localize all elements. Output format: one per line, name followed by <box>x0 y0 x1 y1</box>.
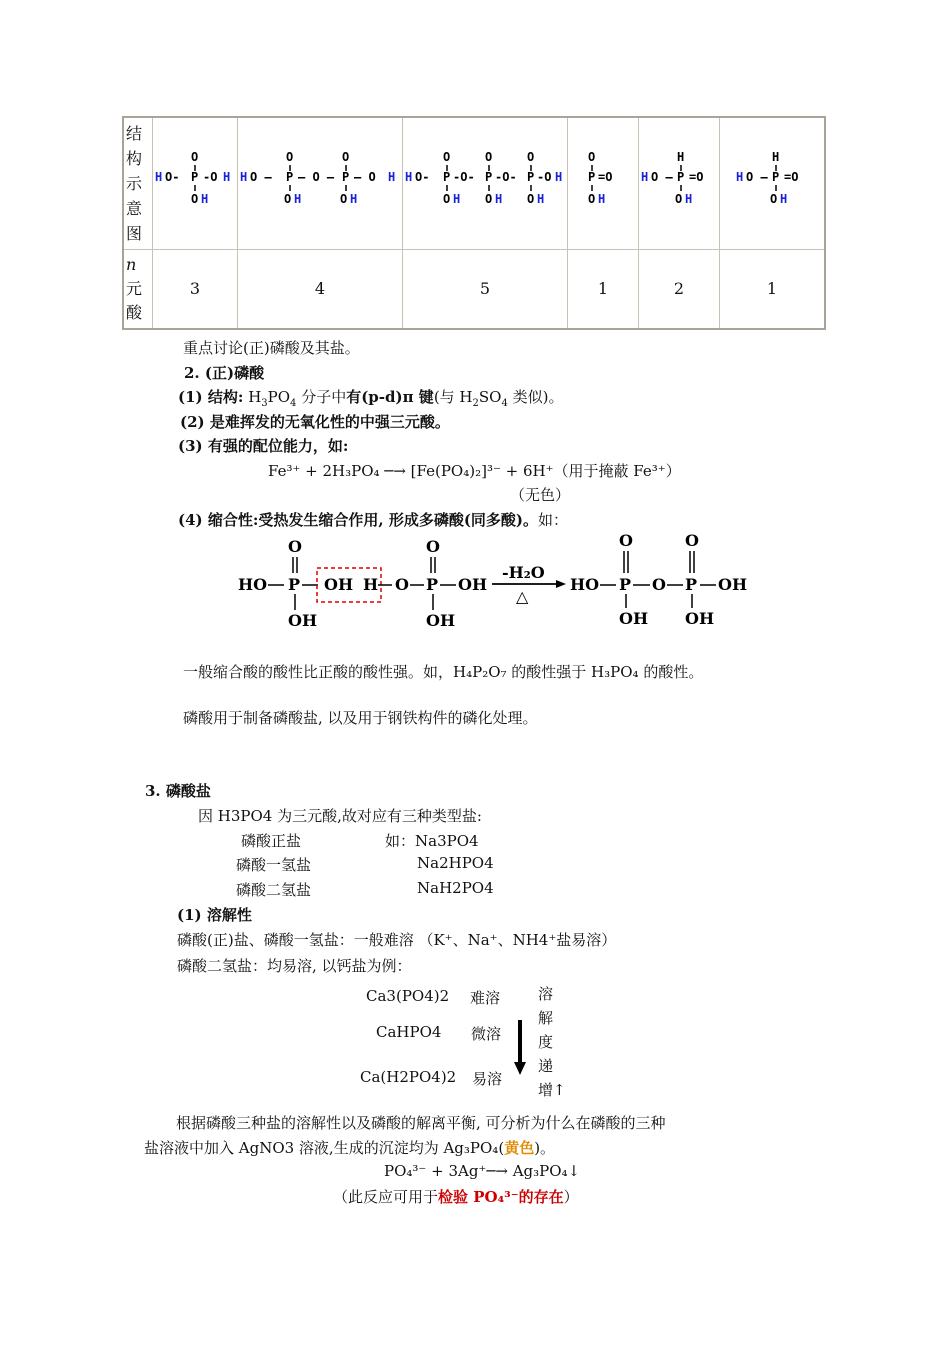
table-row-header-n-acid: n 元 酸 <box>123 249 153 329</box>
solubility-title: (1) 溶解性 <box>177 906 252 924</box>
structure-h5p3o10 <box>403 117 568 249</box>
svg-text:HO: HO <box>570 575 600 594</box>
point-2-acidity: (2) 是难挥发的无氧化性的中强三元酸。 <box>180 413 450 431</box>
svg-text:H: H <box>350 192 358 207</box>
svg-text:O: O <box>395 575 409 594</box>
svg-text:O —: O — <box>651 170 673 185</box>
svg-text:-O-: -O- <box>453 170 475 185</box>
precipitate-paragraph-line-2: 盐溶液中加入 AgNO3 溶液,生成的沉淀均为 Ag₃PO₄(黄色)。 <box>144 1139 556 1157</box>
svg-text:P: P <box>191 170 199 185</box>
svg-text:O: O <box>288 537 302 556</box>
section-3-intro: 因 H3PO4 为三元酸,故对应有三种类型盐: <box>198 807 482 825</box>
phosphate-test-note: （此反应可用于检验 PO₄³⁻的存在） <box>333 1188 579 1206</box>
svg-text:P: P <box>677 170 685 185</box>
structure-h3po4 <box>153 117 238 249</box>
calcium-salt-formula: CaHPO4 <box>376 1023 442 1041</box>
svg-text:H: H <box>294 192 302 207</box>
n-value-cell: 1 <box>720 249 826 329</box>
svg-text:OH: OH <box>324 575 354 594</box>
n-value-cell: 1 <box>568 249 639 329</box>
svg-text:H: H <box>453 192 461 207</box>
condensed-acid-strength-text: 一般缩合酸的酸性比正酸的酸性强。如，H₄P₂O₇ 的酸性强于 H₃PO₄ 的酸性。 <box>183 663 704 681</box>
svg-text:O: O <box>527 192 535 207</box>
svg-text:H: H <box>363 575 379 594</box>
salt-type-example: 如：Na3PO4 <box>385 832 479 850</box>
structure-hpo3 <box>568 117 639 249</box>
solubility-line-2: 磷酸二氢盐：均易溶, 以钙盐为例： <box>177 957 412 975</box>
svg-text:OH: OH <box>288 611 318 630</box>
svg-text:H: H <box>772 150 780 165</box>
svg-text:O: O <box>426 537 440 556</box>
svg-text:OH: OH <box>685 609 715 628</box>
salt-type-example: Na2HPO4 <box>417 854 494 872</box>
solubility-trend-arrow <box>518 1020 522 1066</box>
n-value-cell: 3 <box>153 249 238 329</box>
acid-structure-table <box>122 116 826 330</box>
svg-text:O: O <box>340 192 348 207</box>
intro-text: 重点讨论(正)磷酸及其盐。 <box>183 339 360 357</box>
reaction-condition-top: -H₂O <box>502 563 545 582</box>
svg-text:OH: OH <box>458 575 488 594</box>
salt-type-name: 磷酸正盐 <box>241 832 302 850</box>
svg-text:O —: O — <box>250 170 272 185</box>
section-2-title: 2. (正)磷酸 <box>184 364 265 382</box>
svg-text:H: H <box>685 192 693 207</box>
svg-text:O: O <box>652 575 666 594</box>
n-value-cell: 5 <box>403 249 568 329</box>
svg-text:P: P <box>485 170 493 185</box>
solubility-line-1: 磷酸(正)盐、磷酸一氢盐：一般难溶 （K⁺、Na⁺、NH4⁺盐易溶） <box>177 931 617 949</box>
svg-text:P: P <box>342 170 350 185</box>
svg-text:OH: OH <box>619 609 649 628</box>
section-3-title: 3. 磷酸盐 <box>145 782 211 800</box>
svg-text:O: O <box>284 192 292 207</box>
svg-text:O: O <box>770 192 778 207</box>
svg-text:O: O <box>191 192 199 207</box>
arrow-down-icon <box>513 1062 527 1076</box>
salt-type-example: NaH2PO4 <box>417 879 494 897</box>
svg-text:H: H <box>677 150 685 165</box>
svg-text:O: O <box>443 150 451 165</box>
svg-text:O: O <box>443 192 451 207</box>
svg-text:H: H <box>641 170 649 185</box>
svg-text:-O: -O <box>203 170 218 185</box>
salt-type-name: 磷酸二氢盐 <box>236 881 312 899</box>
svg-text:P: P <box>619 575 632 594</box>
svg-text:P: P <box>288 575 301 594</box>
calcium-salt-solubility: 微溶 <box>471 1025 502 1043</box>
svg-text:P: P <box>426 575 439 594</box>
svg-text:O: O <box>286 150 294 165</box>
svg-text:— O —: — O — <box>298 170 335 185</box>
svg-text:O: O <box>191 150 199 165</box>
svg-text:O-: O- <box>415 170 430 185</box>
svg-text:O —: O — <box>746 170 768 185</box>
svg-text:P: P <box>527 170 535 185</box>
svg-text:H: H <box>495 192 503 207</box>
svg-text:P: P <box>286 170 294 185</box>
svg-text:H: H <box>780 192 788 207</box>
svg-text:H: H <box>388 170 396 185</box>
svg-text:H: H <box>240 170 248 185</box>
calcium-salt-formula: Ca3(PO4)2 <box>366 987 450 1005</box>
svg-text:O: O <box>485 150 493 165</box>
svg-text:P: P <box>685 575 698 594</box>
svg-text:O: O <box>527 150 535 165</box>
svg-text:P: P <box>588 170 596 185</box>
n-value-cell: 2 <box>639 249 720 329</box>
phosphoric-acid-use-text: 磷酸用于制备磷酸盐, 以及用于钢铁构件的磷化处理。 <box>183 709 538 727</box>
structure-h4p2o7 <box>238 117 403 249</box>
structure-h3po3 <box>639 117 720 249</box>
svg-text:P: P <box>443 170 451 185</box>
solubility-trend-label: 溶 解 度 递 增↑ <box>538 985 566 1099</box>
svg-text:H: H <box>537 192 545 207</box>
svg-text:OH: OH <box>718 575 748 594</box>
equation-fe-complex: Fe³⁺ + 2H₃PO₄ ─→ [Fe(PO₄)₂]³⁻ + 6H⁺（用于掩蔽 Fe³⁺） <box>268 462 681 480</box>
svg-text:O: O <box>588 150 596 165</box>
calcium-salt-solubility: 难溶 <box>470 989 501 1007</box>
svg-text:HO: HO <box>238 575 268 594</box>
equation-note-colorless: （无色） <box>510 486 571 504</box>
svg-text:O: O <box>675 192 683 207</box>
svg-text:O: O <box>342 150 350 165</box>
svg-text:H: H <box>201 192 209 207</box>
svg-text:=O: =O <box>689 170 704 185</box>
svg-text:=O: =O <box>784 170 799 185</box>
svg-text:P: P <box>772 170 780 185</box>
svg-text:— O: — O <box>354 170 376 185</box>
svg-text:O-: O- <box>165 170 180 185</box>
salt-type-name: 磷酸一氢盐 <box>236 856 312 874</box>
precipitate-paragraph-line-1: 根据磷酸三种盐的溶解性以及磷酸的解离平衡, 可分析为什么在磷酸的三种 <box>176 1114 666 1132</box>
structure-h3po2 <box>720 117 826 249</box>
n-value-cell: 4 <box>238 249 403 329</box>
svg-text:H: H <box>736 170 744 185</box>
svg-text:=O: =O <box>598 170 613 185</box>
svg-text:-O: -O <box>537 170 552 185</box>
svg-text:O: O <box>588 192 596 207</box>
point-4-condensation: (4) 缩合性:受热发生缩合作用, 形成多磷酸(同多酸)。如： <box>178 511 569 529</box>
svg-text:H: H <box>223 170 231 185</box>
point-1-structure: (1) 结构: $H_3PO_4$ 分子中有(p-d)π 键(与 $H_2SO_4$ 类似)。 <box>178 388 564 409</box>
svg-text:OH: OH <box>426 611 456 630</box>
svg-text:H: H <box>555 170 563 185</box>
reaction-condition-bottom: △ <box>516 587 529 606</box>
svg-text:O: O <box>685 531 699 550</box>
silver-phosphate-equation: PO₄³⁻ + 3Ag⁺─→ Ag₃PO₄↓ <box>384 1162 581 1180</box>
condensation-reaction-diagram <box>230 530 790 630</box>
svg-text:H: H <box>155 170 163 185</box>
calcium-salt-formula: Ca(H2PO4)2 <box>360 1068 457 1086</box>
svg-text:H: H <box>598 192 606 207</box>
yellow-color-text: 黄色 <box>504 1139 535 1157</box>
svg-text:H: H <box>405 170 413 185</box>
table-row-header-structure: 结 构 示 意 图 <box>123 117 153 249</box>
svg-text:-O-: -O- <box>495 170 517 185</box>
svg-text:O: O <box>619 531 633 550</box>
svg-text:O: O <box>485 192 493 207</box>
calcium-salt-solubility: 易溶 <box>472 1070 503 1088</box>
point-3-coordination: (3) 有强的配位能力，如: <box>178 437 349 455</box>
